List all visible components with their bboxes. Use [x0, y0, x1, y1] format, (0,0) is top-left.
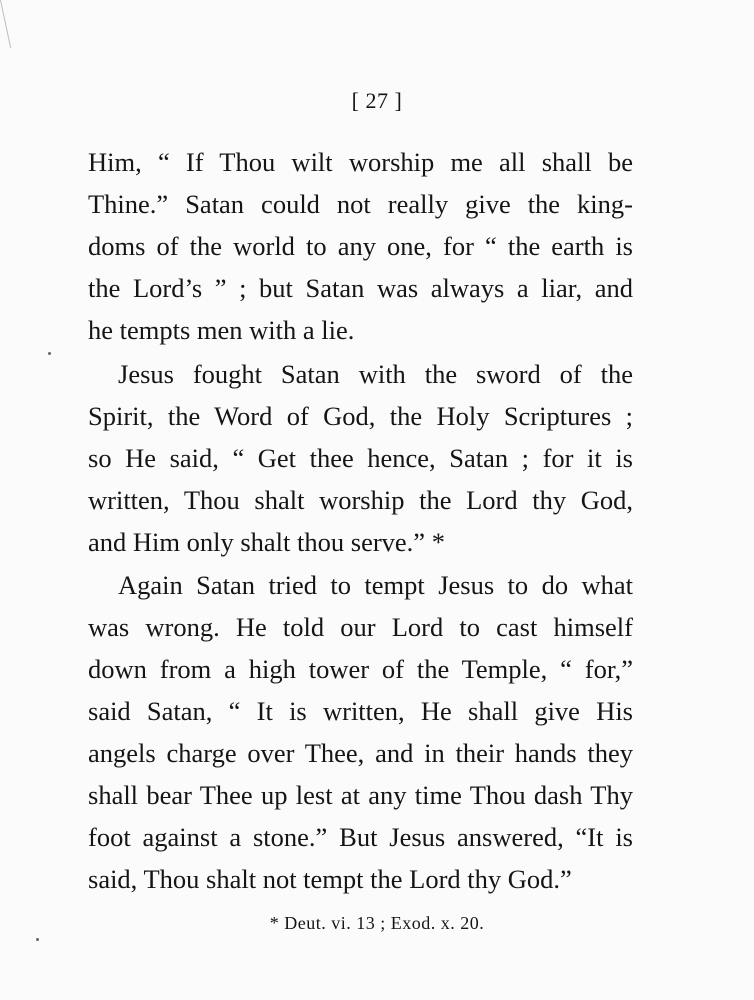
text-line: angels charge over Thee, and in their hands they [88, 738, 633, 768]
print-speck [36, 938, 39, 941]
text-line: Him, “ If Thou wilt worship me all shall be [88, 147, 633, 177]
paragraph-first-line: Jesus fought Satan with the sword of the [118, 359, 633, 389]
text-line: was wrong. He told our Lord to cast himself [88, 612, 633, 642]
text-line: he tempts men with a lie. [88, 315, 355, 345]
text-line: and Him only shalt thou serve.” * [88, 527, 445, 557]
footnote: * Deut. vi. 13 ; Exod. x. 20. [269, 913, 485, 933]
text-line: down from a high tower of the Temple, “ for,” [88, 654, 633, 684]
text-line: foot against a stone.” But Jesus answered, “It is [88, 822, 633, 852]
page-number: [ 27 ] [351, 88, 403, 113]
print-speck [48, 352, 51, 355]
text-line: Spirit, the Word of God, the Holy Scriptures ; [88, 401, 633, 431]
text-line: so He said, “ Get thee hence, Satan ; for it is [88, 443, 633, 473]
text-line: said Satan, “ It is written, He shall give His [88, 696, 633, 726]
text-line: shall bear Thee up lest at any time Thou dash Thy [88, 780, 633, 810]
text-line: Thine.” Satan could not really give the king- [88, 189, 633, 219]
page-edge-mark [0, 0, 23, 48]
text-line: doms of the world to any one, for “ the earth is [88, 231, 633, 261]
text-line: written, Thou shalt worship the Lord thy God, [88, 485, 633, 515]
text-line: the Lord’s ” ; but Satan was always a liar, and [88, 273, 633, 303]
text-line: said, Thou shalt not tempt the Lord thy God.” [88, 864, 572, 894]
paragraph-first-line: Again Satan tried to tempt Jesus to do what [118, 570, 633, 600]
